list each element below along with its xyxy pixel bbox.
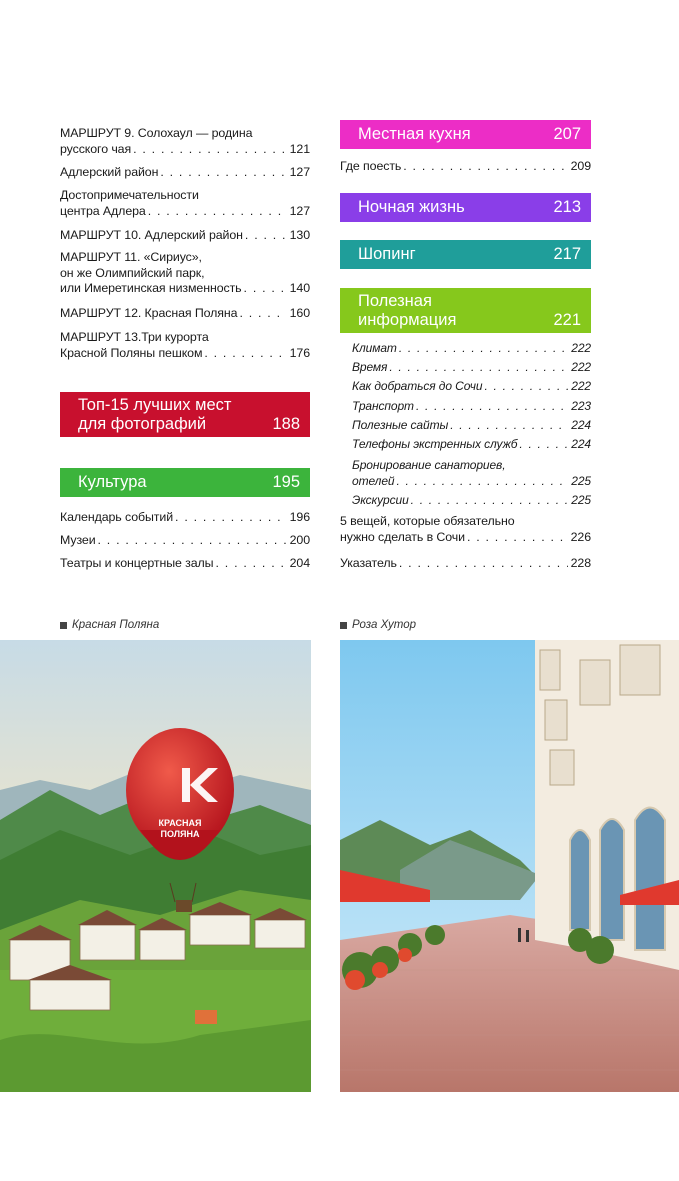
caption-square-icon	[340, 622, 347, 629]
toc-entry-text: Время	[352, 360, 388, 374]
caption-text: Красная Поляна	[72, 619, 160, 631]
toc-entry-text: Адлерский район	[60, 165, 159, 179]
toc-entry-text: Музеи	[60, 533, 96, 547]
toc-entry-five-things[interactable]	[340, 514, 591, 545]
leader-dots	[204, 346, 286, 362]
toc-entry-text: Где поесть	[340, 159, 402, 173]
leader-dots	[216, 556, 287, 572]
toc-entry-text: Полезные сайты	[352, 418, 449, 432]
toc-entry-route10[interactable]	[60, 228, 310, 244]
section-bar-useful-info[interactable]	[340, 288, 591, 333]
toc-entry-route13[interactable]	[60, 330, 310, 361]
leader-dots	[160, 165, 286, 181]
toc-entry-index[interactable]	[340, 556, 591, 572]
toc-page-number: 176	[289, 345, 310, 360]
balloon-brand-text: ПОЛЯНА	[160, 829, 200, 839]
toc-entry-text: Как добраться до Сочи	[352, 379, 483, 393]
toc-entry-text: русского чая	[60, 141, 132, 156]
toc-entry-text: нужно сделать в Сочи	[340, 529, 465, 544]
toc-entry-text: он же Олимпийский парк,	[60, 265, 205, 280]
section-title: Топ-15 лучших мест	[78, 396, 232, 414]
toc-entry-text: Красной Поляны пешком	[60, 345, 203, 360]
section-title: Шопинг	[358, 245, 416, 263]
toc-entry-adler-sights[interactable]	[60, 188, 310, 219]
leader-dots	[484, 379, 568, 395]
photo-caption-left	[60, 619, 159, 631]
toc-entry-text: МАРШРУТ 12. Красная Поляна	[60, 306, 238, 320]
toc-entry-route11[interactable]	[60, 250, 310, 297]
leader-dots	[403, 159, 567, 175]
toc-entry-text: МАРШРУТ 13.Три курорта	[60, 330, 209, 344]
toc-entry-text: Достопримечательности	[60, 188, 199, 202]
section-title: для фотографий	[78, 415, 207, 433]
toc-entry-text: Экскурсии	[352, 493, 409, 507]
section-bar-top15[interactable]	[60, 392, 310, 437]
leader-dots	[148, 204, 287, 220]
section-page-number: 221	[553, 311, 581, 329]
toc-page-number: 225	[571, 473, 591, 488]
toc-entry-adler-district[interactable]	[60, 165, 310, 181]
toc-page-number: 222	[571, 360, 591, 374]
leader-dots	[98, 533, 287, 549]
balloon-landscape-image	[0, 640, 311, 1092]
photo-rosa-khutor	[340, 640, 679, 1092]
toc-entry-text: 5 вещей, которые обязательно	[340, 514, 515, 528]
toc-entry-text: или Имеретинская низменность	[60, 281, 242, 295]
toc-page-number: 200	[289, 533, 310, 547]
section-title: Полезная	[358, 292, 432, 310]
toc-entry-transport[interactable]	[352, 399, 591, 415]
toc-page-number: 209	[570, 159, 591, 173]
toc-entry-where-to-eat[interactable]	[340, 159, 591, 175]
section-page-number: 217	[553, 245, 581, 263]
toc-entry-text: Транспорт	[352, 399, 414, 413]
section-title: информация	[358, 311, 457, 329]
balloon-brand-text: КРАСНАЯ	[158, 818, 202, 828]
section-title: Местная кухня	[358, 125, 471, 143]
toc-entry-text: Указатель	[340, 556, 397, 570]
toc-page-number: 130	[289, 228, 310, 242]
promenade-image	[340, 640, 679, 1092]
toc-entry-emergency-phones[interactable]	[352, 437, 591, 453]
toc-page-number: 204	[289, 556, 310, 570]
leader-dots	[399, 556, 568, 572]
leader-dots	[416, 399, 568, 415]
toc-entry-text: Климат	[352, 341, 397, 355]
leader-dots	[411, 493, 569, 509]
toc-entry-theatres[interactable]	[60, 556, 310, 572]
toc-page-number: 196	[289, 510, 310, 524]
toc-entry-text: МАРШРУТ 11. «Сириус»,	[60, 250, 202, 264]
section-page-number: 207	[553, 125, 581, 143]
toc-entry-getting-there[interactable]	[352, 379, 591, 395]
leader-dots	[239, 306, 286, 322]
section-bar-local-cuisine[interactable]	[340, 120, 591, 149]
section-title: Культура	[78, 473, 147, 491]
toc-entry-text: Театры и концертные залы	[60, 556, 214, 570]
section-bar-shopping[interactable]	[340, 240, 591, 269]
toc-entry-route12[interactable]	[60, 306, 310, 322]
leader-dots	[389, 360, 568, 376]
section-title: Ночная жизнь	[358, 198, 465, 216]
toc-entry-museums[interactable]	[60, 533, 310, 549]
toc-page-number: 223	[571, 399, 591, 413]
leader-dots	[519, 437, 568, 453]
toc-page-number: 140	[289, 281, 310, 295]
toc-page-number: 160	[289, 306, 310, 320]
caption-text: Роза Хутор	[352, 619, 417, 631]
toc-entry-text: центра Адлера	[60, 203, 146, 218]
toc-page-number: 121	[289, 141, 310, 156]
section-page-number: 188	[272, 415, 300, 433]
photo-caption-right	[340, 619, 416, 631]
toc-entry-text: МАРШРУТ 10. Адлерский район	[60, 228, 243, 242]
toc-entry-text: Календарь событий	[60, 510, 174, 524]
toc-page-number: 222	[571, 379, 591, 393]
toc-entry-events-calendar[interactable]	[60, 510, 310, 526]
toc-page-number: 222	[571, 341, 591, 355]
leader-dots	[450, 418, 568, 434]
photo-krasnaya-polyana	[0, 640, 311, 1092]
section-page-number: 195	[272, 473, 300, 491]
leader-dots	[467, 530, 568, 546]
toc-entry-text: Бронирование санаториев,	[352, 458, 506, 472]
section-bar-culture[interactable]	[60, 468, 310, 497]
leader-dots	[245, 228, 287, 244]
caption-square-icon	[60, 622, 67, 629]
toc-entry-time[interactable]	[352, 360, 591, 376]
leader-dots	[244, 281, 287, 297]
toc-page-number: 228	[570, 556, 591, 570]
leader-dots	[133, 142, 287, 158]
toc-entry-text: отелей	[352, 473, 395, 488]
toc-entry-text: МАРШРУТ 9. Солохаул — родина	[60, 126, 253, 140]
toc-page-number: 127	[289, 203, 310, 218]
toc-entry-useful-sites[interactable]	[352, 418, 591, 434]
toc-page-number: 224	[571, 437, 591, 451]
toc-entry-excursions[interactable]	[352, 493, 591, 509]
toc-entry-climate[interactable]	[352, 341, 591, 357]
leader-dots	[396, 474, 568, 490]
section-page-number: 213	[553, 198, 581, 216]
toc-entry-text: Телефоны экстренных служб	[352, 437, 518, 451]
toc-entry-route9[interactable]	[60, 126, 310, 157]
leader-dots	[175, 510, 287, 526]
toc-page-number: 225	[571, 493, 591, 507]
toc-page-number: 224	[571, 418, 591, 432]
toc-page-number: 127	[289, 165, 310, 179]
leader-dots	[399, 341, 568, 357]
toc-entry-booking[interactable]	[352, 458, 591, 489]
section-bar-nightlife[interactable]	[340, 193, 591, 222]
toc-page-number: 226	[570, 529, 591, 544]
